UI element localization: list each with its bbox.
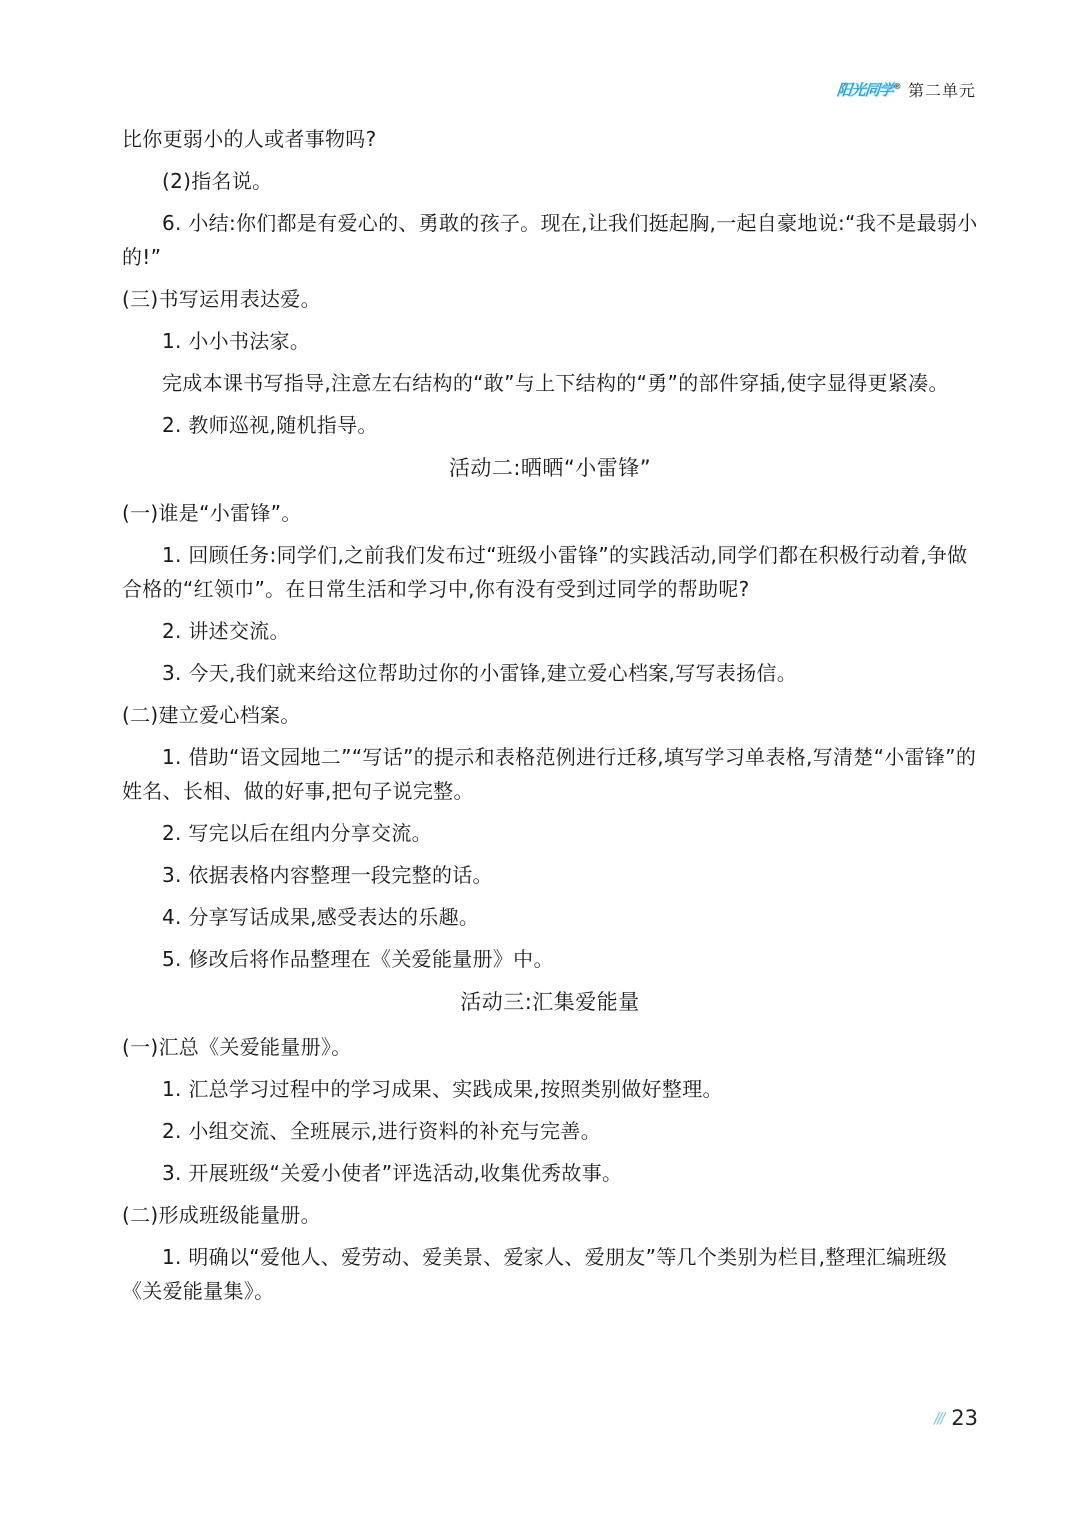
section-heading: (三)书写运用表达爱。 (122, 287, 321, 311)
publisher-logo-text: 阳光同学 (835, 81, 894, 99)
section-heading: (一)谁是“小雷锋”。 (122, 501, 302, 525)
paragraph: 完成本课书写指导,注意左右结构的“敢”与上下结构的“勇”的部件穿插,使字显得更紧凑。 (162, 371, 949, 395)
page-footer (934, 1406, 978, 1430)
paragraph: 2. 讲述交流。 (162, 619, 290, 643)
paragraph: 3. 依据表格内容整理一段完整的话。 (162, 863, 493, 887)
paragraph: 2. 写完以后在组内分享交流。 (162, 821, 432, 845)
activity-heading: 活动二:晒晒“小雷锋” (448, 456, 652, 480)
slash-decoration: /// (934, 1409, 944, 1427)
paragraph: 1. 小小书法家。 (162, 329, 311, 353)
main-content (122, 122, 978, 1316)
paragraph: 1. 明确以“爱他人、爱劳动、爱美景、爱家人、爱朋友”等几个类别为栏目,整理汇编班级《关爱能量集》。 (122, 1245, 948, 1303)
paragraph: 2. 小组交流、全班展示,进行资料的补充与完善。 (162, 1119, 601, 1143)
registered-mark: ® (892, 82, 901, 91)
unit-title: 第二单元 (907, 81, 976, 100)
paragraph: 3. 开展班级“关爱小使者”评选活动,收集优秀故事。 (162, 1161, 623, 1185)
paragraph: 6. 小结:你们都是有爱心的、勇敢的孩子。现在,让我们挺起胸,一起自豪地说:“我不是最弱小的!” (122, 211, 978, 269)
paragraph: 1. 回顾任务:同学们,之前我们发布过“班级小雷锋”的实践活动,同学们都在积极行动着,争做合格的“红领巾”。在日常生活和学习中,你有没有受到过同学的帮助呢? (122, 543, 968, 601)
publisher-logo (836, 79, 901, 100)
paragraph: 1. 借助“语文园地二”“写话”的提示和表格范例进行迁移,填写学习单表格,写清楚“小雷锋”的姓名、长相、做的好事,把句子说完整。 (122, 745, 977, 803)
activity-heading: 活动三:汇集爱能量 (460, 990, 640, 1014)
paragraph: 1. 汇总学习过程中的学习成果、实践成果,按照类别做好整理。 (162, 1077, 723, 1101)
paragraph: 2. 教师巡视,随机指导。 (162, 413, 378, 437)
paragraph: (2)指名说。 (162, 169, 273, 193)
paragraph: 4. 分享写话成果,感受表达的乐趣。 (162, 905, 480, 929)
section-heading: (二)形成班级能量册。 (122, 1203, 321, 1227)
paragraph: 5. 修改后将作品整理在《关爱能量册》中。 (162, 947, 554, 971)
page-number: 23 (951, 1406, 978, 1430)
paragraph: 比你更弱小的人或者事物吗? (122, 127, 377, 151)
section-heading: (二)建立爱心档案。 (122, 703, 301, 727)
paragraph: 3. 今天,我们就来给这位帮助过你的小雷锋,建立爱心档案,写写表扬信。 (162, 661, 798, 685)
page-header (837, 78, 976, 101)
section-heading: (一)汇总《关爱能量册》。 (122, 1035, 352, 1059)
